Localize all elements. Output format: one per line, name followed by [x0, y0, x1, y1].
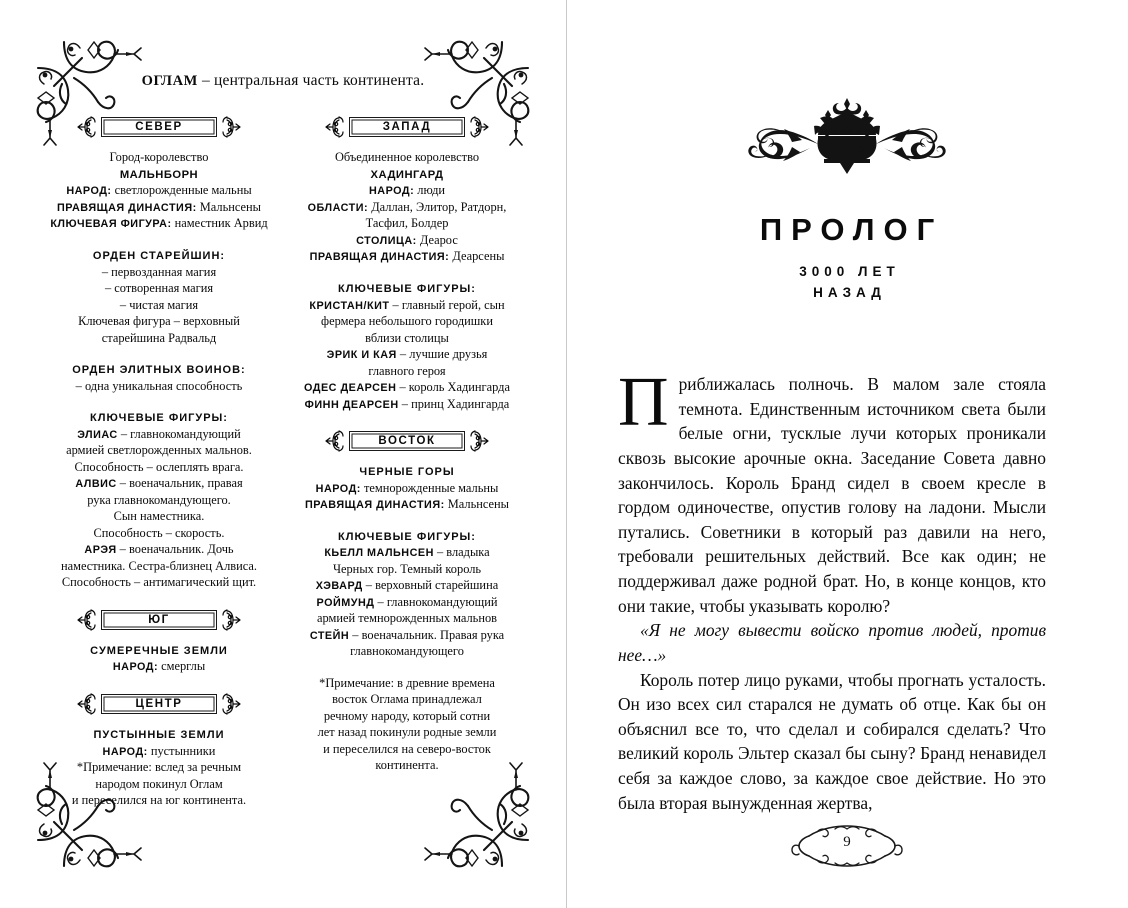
region-info-line: КРИСТАН/КИТ – главный герой, сын: [309, 297, 505, 312]
oglam-heading-rest: – центральная часть континента.: [197, 72, 425, 89]
right-page: [566, 0, 1128, 908]
region-banner-label: ЗАПАД: [379, 121, 436, 133]
region-info-line: [294, 528, 520, 545]
region-info-key: СТОЛИЦА:: [356, 234, 417, 247]
region-info-line: наместника. Сестра-близнец Алвиса.: [60, 558, 258, 573]
region-info-block: [46, 361, 272, 394]
region-info-block: [294, 280, 520, 412]
region-info-line: Способность – скорость.: [93, 525, 225, 540]
region-info-line: главного героя: [368, 363, 446, 378]
region-info-line: КЛЮЧЕВАЯ ФИГУРА: наместник Арвид: [50, 216, 268, 231]
region-info-block: [294, 675, 520, 774]
region-info-key: ПРАВЯЩАЯ ДИНАСТИЯ:: [309, 251, 450, 264]
region-info-line: АРЭЯ – военачальник. Дочь: [84, 542, 234, 557]
region-info-line: КЬЕЛЛ МАЛЬНСЕН – владыка: [324, 545, 490, 560]
region-info-key: ФИНН ДЕАРСЕН: [304, 398, 399, 411]
region-info-emphasis: ОРДЕН ЭЛИТНЫХ ВОИНОВ:: [72, 364, 246, 377]
region-info-key: РОЙМУНД: [316, 596, 375, 609]
region-info-line: ПРАВЯЩАЯ ДИНАСТИЯ: Мальнсены: [305, 497, 509, 512]
region-info-line: речному народу, который сотни: [323, 708, 491, 723]
region-banner: [327, 114, 487, 140]
chapter-title: ПРОЛОГ: [759, 212, 944, 247]
chapter-subtitle-line-2: НАЗАД: [813, 284, 886, 300]
region-info-line: [294, 280, 520, 297]
oglam-heading: [0, 72, 566, 90]
region-info-emphasis: ПУСТЫННЫЕ ЗЕМЛИ: [93, 728, 225, 741]
region-info-line: – первозданная магия: [101, 264, 217, 279]
region-info-line: Тасфил, Болдер: [365, 216, 449, 231]
region-info-line: ХЭВАРД – верховный старейшина: [315, 578, 499, 593]
region-info-emphasis: ОРДЕН СТАРЕЙШИН:: [92, 249, 226, 262]
region-banner: [79, 691, 239, 717]
region-info-line: [46, 361, 272, 378]
banner-flourish-icon: [77, 114, 101, 140]
region-banner: [327, 428, 487, 454]
region-banner-label: ВОСТОК: [374, 435, 439, 447]
region-info-line: армией светлорожденных мальнов.: [66, 443, 252, 458]
region-info-line: старейшина Радвальд: [101, 330, 217, 345]
region-info-line: [46, 409, 272, 426]
region-info-line: Объединенное королевство: [334, 150, 480, 164]
region-info-line: ЭЛИАС – главнокомандующий: [77, 426, 241, 441]
region-banner-label: СЕВЕР: [131, 121, 187, 133]
region-info-key: ОДЕС ДЕАРСЕН: [304, 382, 397, 395]
region-info-key: НАРОД:: [315, 482, 361, 495]
region-info-line: континента.: [375, 758, 439, 773]
region-info-line: вблизи столицы: [365, 330, 449, 345]
region-info-emphasis: КЛЮЧЕВЫЕ ФИГУРЫ:: [338, 530, 476, 543]
region-info-line: [46, 642, 272, 659]
region-info-emphasis: ЧЕРНЫЕ ГОРЫ: [359, 466, 455, 479]
region-info-line: ОБЛАСТИ: Даллан, Элитор, Ратдорн,: [307, 199, 507, 214]
chapter-body-text: [618, 364, 1046, 815]
banner-flourish-icon: [217, 691, 241, 717]
region-info-line: НАРОД: смерглы: [112, 659, 206, 674]
region-info-line: ОДЕС ДЕАРСЕН – король Хадингарда: [304, 380, 510, 395]
region-info-block: [294, 528, 520, 660]
region-info-line: *Примечание: в древние времена: [319, 675, 495, 690]
region-columns: [46, 110, 520, 809]
region-info-line: лет назад покинули родные земли: [317, 725, 497, 740]
region-info-line: [46, 166, 272, 183]
region-info-key: ОБЛАСТИ:: [307, 201, 369, 214]
region-info-line: НАРОД: люди: [368, 183, 446, 198]
banner-flourish-icon: [77, 607, 101, 633]
region-info-line: Город-королевство: [109, 150, 209, 164]
banner-flourish-icon: [325, 428, 349, 454]
region-info-line: ФИНН ДЕАРСЕН – принц Хадингарда: [304, 396, 510, 411]
region-info-emphasis: СУМЕРЕЧНЫЕ ЗЕМЛИ: [90, 644, 228, 657]
region-info-line: АЛВИС – военачальник, правая: [75, 476, 243, 491]
region-info-key: НАРОД:: [368, 185, 415, 198]
region-info-line: народом покинул Оглам: [95, 776, 223, 791]
region-info-emphasis: КЛЮЧЕВЫЕ ФИГУРЫ:: [90, 412, 228, 425]
region-info-line: ПРАВЯЩАЯ ДИНАСТИЯ: Мальнсены: [57, 199, 261, 214]
region-info-key: КЬЕЛЛ МАЛЬНСЕН: [324, 547, 434, 560]
region-info-emphasis: ХАДИНГАРД: [370, 168, 444, 181]
chapter-subtitle-line-1: 3000 ЛЕТ: [799, 264, 900, 279]
region-info-line: Черных гор. Темный король: [332, 561, 482, 576]
region-info-key: НАРОД:: [66, 185, 112, 198]
banner-flourish-icon: [77, 691, 101, 717]
region-info-line: – сотворенная магия: [104, 281, 214, 296]
region-info-block: [46, 726, 272, 809]
region-info-line: [46, 247, 272, 264]
region-info-key: СТЕЙН: [309, 629, 350, 642]
region-info-block: [294, 463, 520, 513]
region-info-key: ПРАВЯЩАЯ ДИНАСТИЯ:: [57, 201, 197, 214]
region-info-line: [46, 726, 272, 743]
region-info-key: НАРОД:: [102, 745, 148, 758]
region-info-block: [46, 642, 272, 675]
page-number: 9: [843, 834, 851, 850]
region-info-line: армией темнорожденных мальнов: [317, 611, 497, 626]
banner-flourish-icon: [465, 428, 489, 454]
region-info-line: [294, 166, 520, 183]
body-paragraph: Приближалась полночь. В малом зале стояла темнота. Единственным источником света были белые огни, тусклые лучи которых проникали сквозь высокие арочные окна. Заседание Совета давно закончилось. Король Бранд сидел в своем кресле в гордом одиночестве, опустив голову на ладони. Мысли путались. Советники в который раз давили на него, требовали решительных действий. Все как один; не поддерживал даже родной брат. Но, в конце концов, кто они такие, чтобы указывать королю?: [618, 364, 1046, 616]
region-info-key: НАРОД:: [112, 661, 159, 674]
region-info-line: ПРАВЯЩАЯ ДИНАСТИЯ: Деарсены: [309, 249, 505, 264]
region-info-line: СТОЛИЦА: Деарос: [356, 232, 458, 247]
region-info-line: и переселился на юг континента.: [71, 793, 247, 808]
region-info-line: Способность – антимагический щит.: [61, 575, 257, 590]
region-info-line: НАРОД: пустынники: [102, 743, 216, 758]
oglam-heading-name: ОГЛАМ: [141, 73, 198, 89]
region-info-line: – чистая магия: [119, 297, 199, 312]
body-paragraph: «Я не могу вывести войско против людей, против нее…»: [618, 620, 1046, 665]
region-info-block: [294, 149, 520, 265]
region-banner-label: ЦЕНТР: [131, 698, 186, 710]
region-info-key: АЛВИС: [75, 478, 117, 491]
region-info-line: – одна уникальная способность: [75, 378, 243, 393]
region-info-line: ЭРИК И КАЯ – лучшие друзья: [326, 347, 488, 362]
region-banner: [79, 607, 239, 633]
region-info-block: [46, 409, 272, 591]
page-number-cartouche: [791, 822, 903, 870]
region-info-block: [46, 247, 272, 346]
region-info-key: ЭРИК И КАЯ: [326, 349, 397, 362]
region-info-line: Способность – ослеплять врага.: [74, 459, 244, 474]
region-info-line: Ключевая фигура – верховный: [78, 314, 240, 329]
region-info-key: ЭЛИАС: [77, 428, 118, 441]
region-info-line: главнокомандующего: [350, 644, 464, 659]
region-info-line: НАРОД: темнорожденные мальны: [315, 480, 499, 495]
region-info-key: ХЭВАРД: [315, 580, 363, 593]
region-info-line: рука главнокомандующего.: [87, 492, 231, 507]
banner-flourish-icon: [217, 114, 241, 140]
region-info-key: КРИСТАН/КИТ: [309, 299, 390, 312]
crown-ornament-icon: [714, 96, 980, 178]
region-banner-label: ЮГ: [144, 614, 174, 626]
chapter-subtitle: [566, 262, 1128, 304]
region-info-line: РОЙМУНД – главнокомандующий: [316, 594, 498, 609]
region-column-left: [46, 110, 272, 809]
region-info-line: СТЕЙН – военачальник. Правая рука: [309, 627, 505, 642]
region-info-line: Сын наместника.: [113, 509, 205, 524]
banner-flourish-icon: [465, 114, 489, 140]
body-paragraph: Король потер лицо руками, чтобы прогнать усталость. Он изо всех сил старался не думать об отце. Как бы он объяснил все то, что сделал и собирался сделать? Что великий король Эльтер сказал бы сыну? Бранд ненавидел себя за каждое слово, за каждое свое действие. Но это была вторая вынужденная жертва,: [618, 669, 1046, 813]
region-info-line: и переселился на северо-восток: [323, 741, 491, 756]
region-banner: [79, 114, 239, 140]
region-column-right: [294, 110, 520, 809]
banner-flourish-icon: [325, 114, 349, 140]
region-info-line: [294, 463, 520, 480]
region-info-line: НАРОД: светлорожденные мальны: [66, 183, 252, 198]
banner-flourish-icon: [217, 607, 241, 633]
region-info-key: ПРАВЯЩАЯ ДИНАСТИЯ:: [305, 499, 445, 512]
region-info-emphasis: МАЛЬНБОРН: [119, 168, 199, 181]
region-info-line: восток Оглама принадлежал: [332, 692, 482, 707]
region-info-key: КЛЮЧЕВАЯ ФИГУРА:: [50, 218, 172, 231]
region-info-line: *Примечание: вслед за речным: [76, 760, 242, 775]
region-info-key: АРЭЯ: [84, 544, 117, 557]
region-info-block: [46, 149, 272, 232]
region-info-line: фермера небольшого городишки: [321, 314, 493, 329]
region-info-emphasis: КЛЮЧЕВЫЕ ФИГУРЫ:: [338, 282, 476, 295]
